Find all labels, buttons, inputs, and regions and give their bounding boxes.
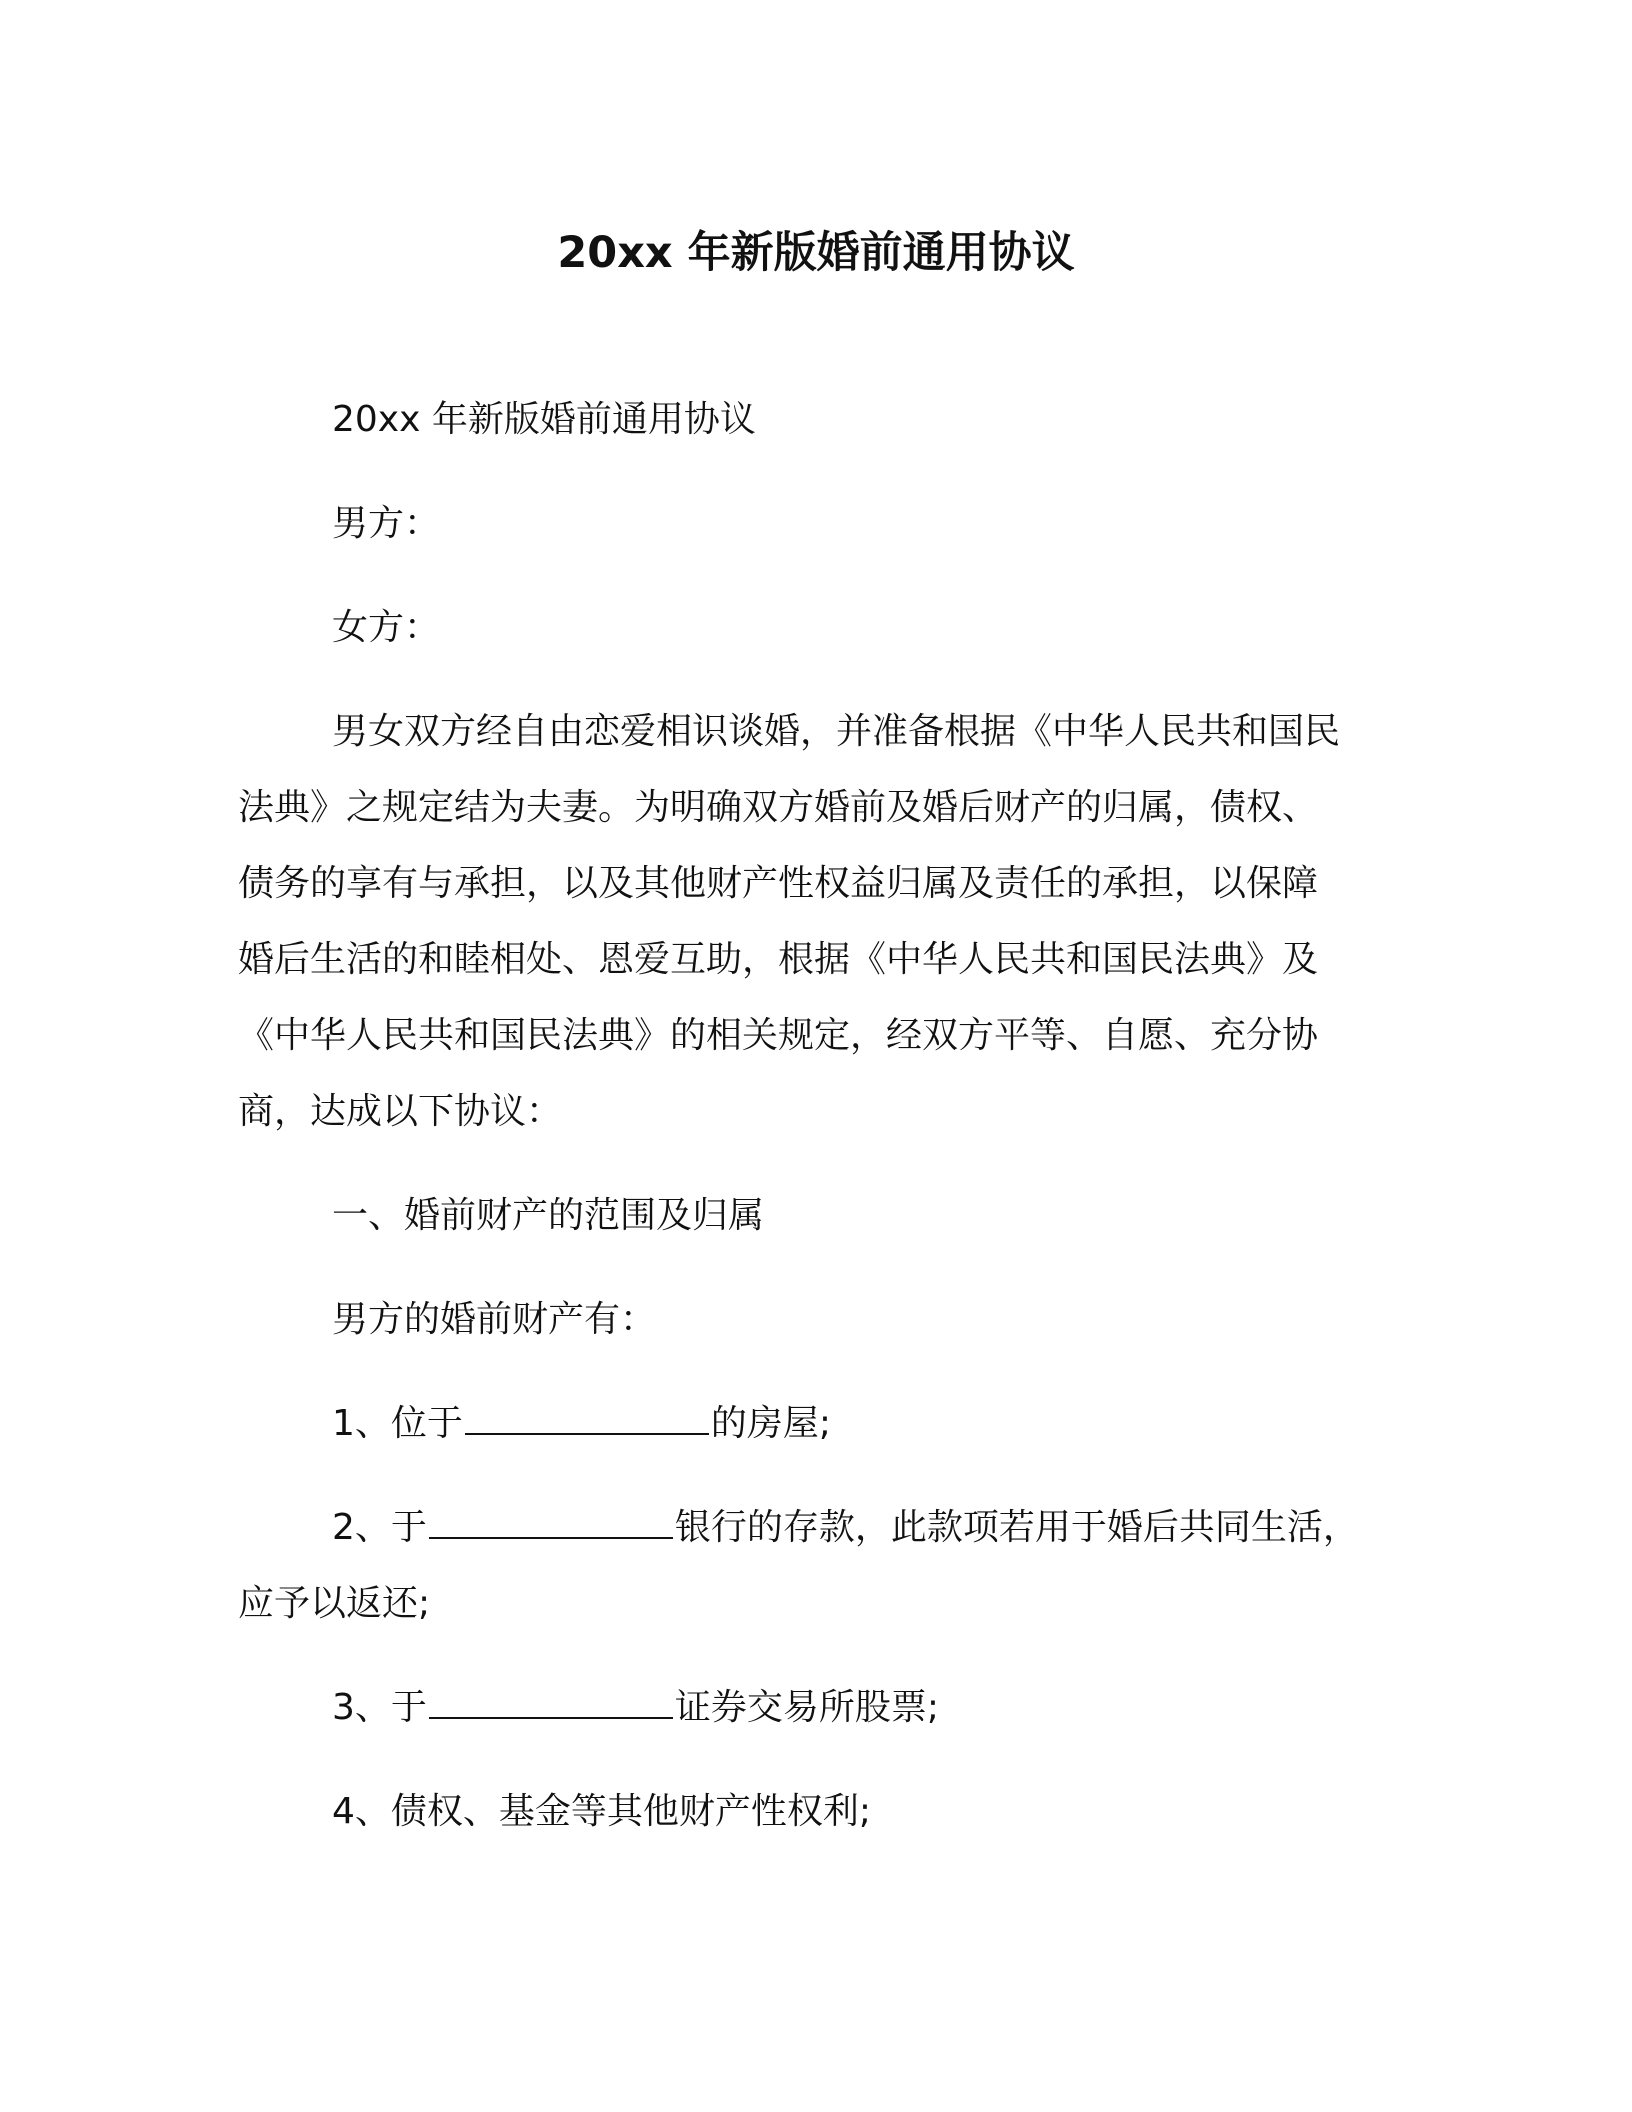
document-subtitle: 20xx 年新版婚前通用协议 [332,399,756,440]
male-assets-heading: 男方的婚前财产有： [332,1299,657,1340]
asset-item-2-suffix: 银行的存款，此款项若用于婚后共同生活， [674,1507,1359,1548]
asset-item-1 [332,1386,831,1462]
asset-item-4: 4、债权、基金等其他财产性权利; [332,1791,872,1832]
intro-paragraph [238,694,1388,1150]
intro-line: 法典》之规定结为夫妻。为明确双方婚前及婚后财产的归属，债权、 [238,787,1319,828]
intro-line: 债务的享有与承担，以及其他财产性权益归属及责任的承担，以保障 [238,863,1319,904]
intro-line: 男女双方经自由恋爱相识谈婚，并准备根据《中华人民共和国民 [332,711,1341,752]
intro-line: 商，达成以下协议： [238,1091,563,1132]
fill-in-blank [429,1507,673,1539]
intro-line: 《中华人民共和国民法典》的相关规定，经双方平等、自愿、充分协 [238,1015,1319,1056]
document-title: 20xx 年新版婚前通用协议 [557,228,1075,278]
female-party-label: 女方： [332,607,441,648]
asset-item-3 [332,1670,939,1746]
asset-item-2-line [238,1490,1388,1566]
asset-item-2 [238,1490,1388,1642]
section-1-heading: 一、婚前财产的范围及归属 [332,1195,765,1236]
intro-line: 婚后生活的和睦相处、恩爱互助，根据《中华人民共和国民法典》及 [238,939,1319,980]
asset-item-3-prefix: 3、于 [332,1687,427,1728]
fill-in-blank [429,1687,673,1719]
fill-in-blank [465,1403,709,1435]
asset-item-2-prefix: 2、于 [332,1507,427,1548]
asset-item-2-continuation: 应予以返还; [238,1583,431,1624]
asset-item-3-suffix: 证券交易所股票; [674,1687,940,1728]
asset-item-1-prefix: 1、位于 [332,1403,463,1444]
male-party-label: 男方： [332,503,441,544]
asset-item-1-suffix: 的房屋; [710,1403,832,1444]
